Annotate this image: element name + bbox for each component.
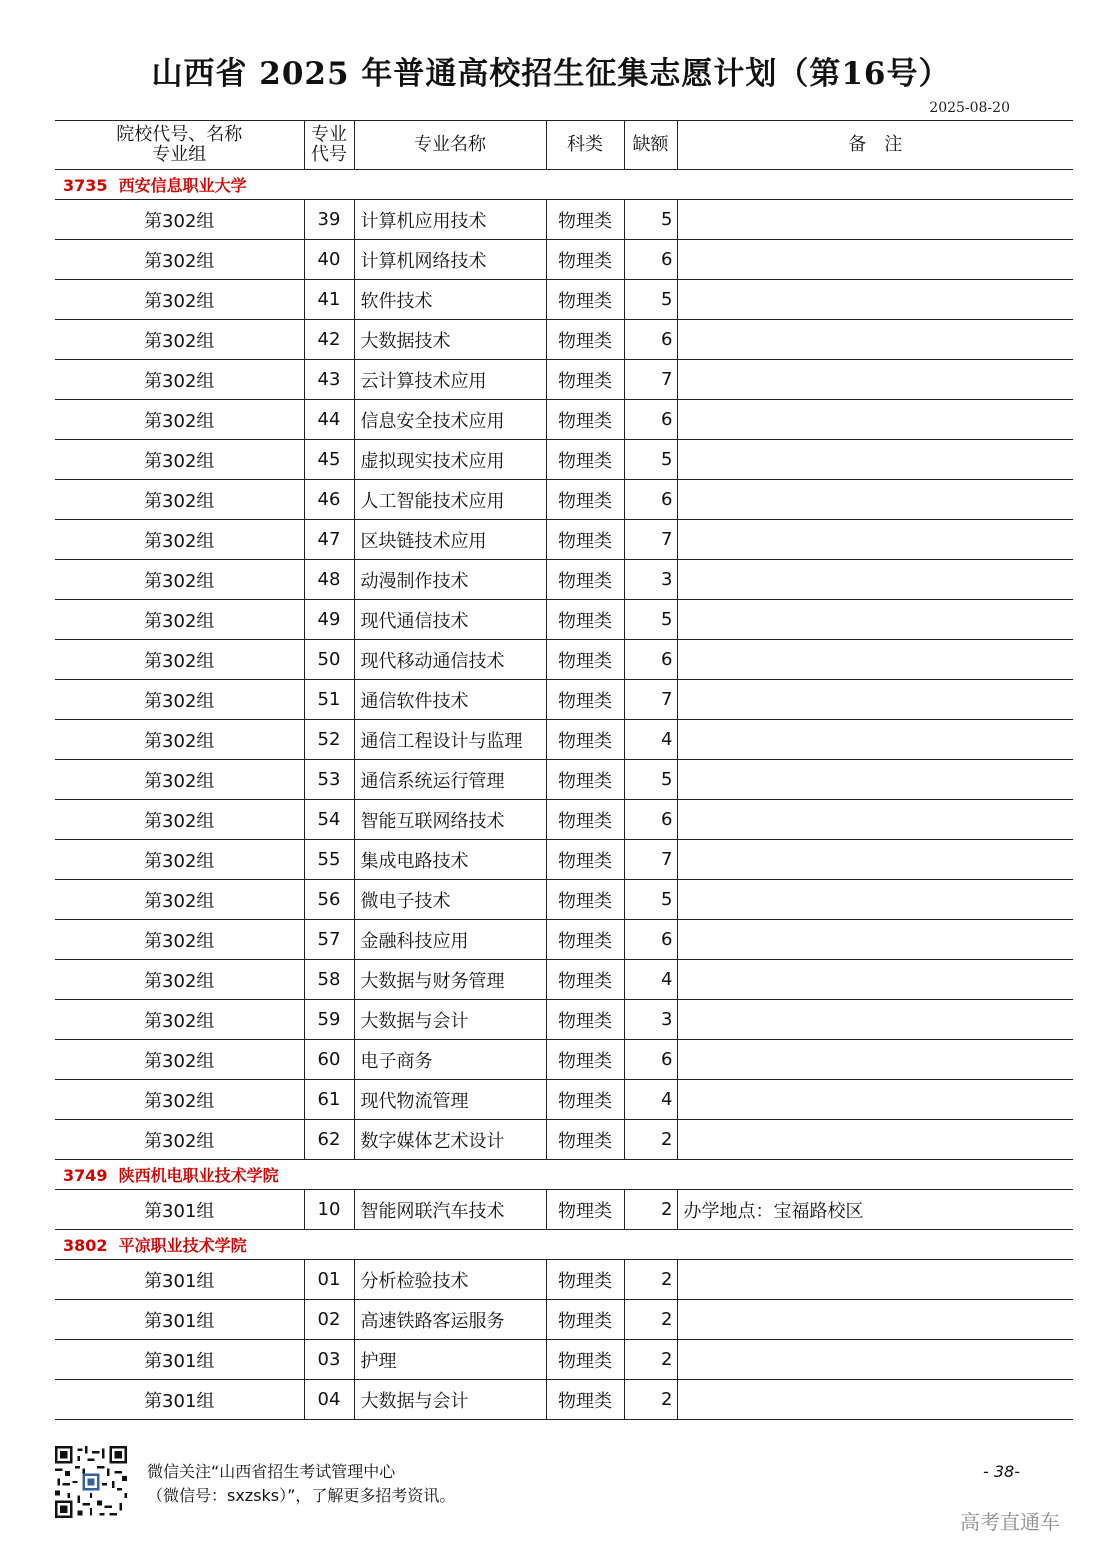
major-name-cell: 智能互联网络技术 bbox=[354, 800, 546, 840]
footer-line-2: （微信号：sxzsks）”，了解更多招考资讯。 bbox=[147, 1486, 456, 1505]
type-cell: 物理类 bbox=[546, 880, 624, 920]
major-name-cell: 动漫制作技术 bbox=[354, 560, 546, 600]
table-row bbox=[55, 640, 1073, 680]
quota-cell: 2 bbox=[624, 1380, 677, 1420]
quota-cell: 3 bbox=[624, 1000, 677, 1040]
major-name-cell: 大数据与会计 bbox=[354, 1380, 546, 1420]
note-cell bbox=[677, 920, 1073, 960]
quota-cell: 3 bbox=[624, 560, 677, 600]
group-cell: 第302组 bbox=[55, 320, 304, 360]
plan-body bbox=[55, 170, 1073, 1420]
major-code-cell: 62 bbox=[304, 1120, 354, 1160]
type-cell: 物理类 bbox=[546, 800, 624, 840]
group-cell: 第302组 bbox=[55, 240, 304, 280]
type-cell: 物理类 bbox=[546, 1340, 624, 1380]
type-cell: 物理类 bbox=[546, 1380, 624, 1420]
plan-table bbox=[55, 120, 1073, 1420]
group-cell: 第302组 bbox=[55, 920, 304, 960]
major-name-cell: 虚拟现实技术应用 bbox=[354, 440, 546, 480]
table-row bbox=[55, 200, 1073, 240]
group-cell: 第302组 bbox=[55, 400, 304, 440]
major-name-cell: 分析检验技术 bbox=[354, 1260, 546, 1300]
group-cell: 第302组 bbox=[55, 440, 304, 480]
major-code-cell: 52 bbox=[304, 720, 354, 760]
quota-cell: 4 bbox=[624, 720, 677, 760]
major-code-cell: 42 bbox=[304, 320, 354, 360]
quota-cell: 7 bbox=[624, 520, 677, 560]
note-cell bbox=[677, 960, 1073, 1000]
note-cell bbox=[677, 1380, 1073, 1420]
table-row bbox=[55, 520, 1073, 560]
header-code-line2: 代号 bbox=[311, 144, 347, 165]
type-cell: 物理类 bbox=[546, 480, 624, 520]
quota-cell: 5 bbox=[624, 200, 677, 240]
note-cell bbox=[677, 200, 1073, 240]
table-row bbox=[55, 480, 1073, 520]
note-cell bbox=[677, 640, 1073, 680]
group-cell: 第302组 bbox=[55, 800, 304, 840]
major-name-cell: 通信系统运行管理 bbox=[354, 760, 546, 800]
table-row bbox=[55, 1260, 1073, 1300]
major-name-cell: 信息安全技术应用 bbox=[354, 400, 546, 440]
group-cell: 第302组 bbox=[55, 680, 304, 720]
major-code-cell: 60 bbox=[304, 1040, 354, 1080]
major-name-cell: 大数据技术 bbox=[354, 320, 546, 360]
type-cell: 物理类 bbox=[546, 680, 624, 720]
table-row bbox=[55, 240, 1073, 280]
quota-cell: 7 bbox=[624, 360, 677, 400]
school-code: 3749 bbox=[63, 1166, 108, 1185]
group-cell: 第302组 bbox=[55, 280, 304, 320]
quota-cell: 5 bbox=[624, 440, 677, 480]
school-code: 3735 bbox=[63, 176, 108, 195]
table-row bbox=[55, 720, 1073, 760]
group-cell: 第301组 bbox=[55, 1340, 304, 1380]
table-row bbox=[55, 800, 1073, 840]
table-row bbox=[55, 760, 1073, 800]
note-cell bbox=[677, 240, 1073, 280]
header-major-code bbox=[304, 121, 354, 170]
table-row bbox=[55, 1300, 1073, 1340]
note-cell: 办学地点：宝福路校区 bbox=[677, 1190, 1073, 1230]
publish-date: 2025-08-20 bbox=[929, 100, 1010, 116]
quota-cell: 5 bbox=[624, 600, 677, 640]
major-code-cell: 01 bbox=[304, 1260, 354, 1300]
school-name: 西安信息职业大学 bbox=[118, 176, 247, 195]
note-cell bbox=[677, 1080, 1073, 1120]
quota-cell: 7 bbox=[624, 680, 677, 720]
major-code-cell: 41 bbox=[304, 280, 354, 320]
quota-cell: 6 bbox=[624, 480, 677, 520]
note-cell bbox=[677, 880, 1073, 920]
school-header bbox=[55, 170, 1073, 200]
major-code-cell: 53 bbox=[304, 760, 354, 800]
type-cell: 物理类 bbox=[546, 760, 624, 800]
type-cell: 物理类 bbox=[546, 720, 624, 760]
type-cell: 物理类 bbox=[546, 440, 624, 480]
major-name-cell: 护理 bbox=[354, 1340, 546, 1380]
qr-code-icon bbox=[55, 1446, 127, 1518]
major-name-cell: 微电子技术 bbox=[354, 880, 546, 920]
page-number: - 38- bbox=[983, 1462, 1020, 1481]
major-code-cell: 46 bbox=[304, 480, 354, 520]
major-code-cell: 48 bbox=[304, 560, 354, 600]
note-cell bbox=[677, 720, 1073, 760]
school-code: 3802 bbox=[63, 1236, 108, 1255]
note-cell bbox=[677, 1000, 1073, 1040]
type-cell: 物理类 bbox=[546, 200, 624, 240]
table-row bbox=[55, 600, 1073, 640]
header-note: 备 注 bbox=[677, 121, 1073, 170]
group-cell: 第302组 bbox=[55, 760, 304, 800]
header-group-label: 专业组 bbox=[152, 144, 207, 165]
quota-cell: 6 bbox=[624, 320, 677, 360]
major-name-cell: 集成电路技术 bbox=[354, 840, 546, 880]
note-cell bbox=[677, 400, 1073, 440]
major-code-cell: 47 bbox=[304, 520, 354, 560]
type-cell: 物理类 bbox=[546, 400, 624, 440]
major-name-cell: 数字媒体艺术设计 bbox=[354, 1120, 546, 1160]
table-row bbox=[55, 1340, 1073, 1380]
type-cell: 物理类 bbox=[546, 1300, 624, 1340]
quota-cell: 2 bbox=[624, 1300, 677, 1340]
table-row bbox=[55, 880, 1073, 920]
type-cell: 物理类 bbox=[546, 960, 624, 1000]
quota-cell: 6 bbox=[624, 800, 677, 840]
group-cell: 第302组 bbox=[55, 840, 304, 880]
major-code-cell: 51 bbox=[304, 680, 354, 720]
quota-cell: 2 bbox=[624, 1120, 677, 1160]
group-cell: 第302组 bbox=[55, 360, 304, 400]
major-name-cell: 金融科技应用 bbox=[354, 920, 546, 960]
group-cell: 第302组 bbox=[55, 480, 304, 520]
type-cell: 物理类 bbox=[546, 1000, 624, 1040]
major-name-cell: 人工智能技术应用 bbox=[354, 480, 546, 520]
quota-cell: 2 bbox=[624, 1190, 677, 1230]
major-code-cell: 10 bbox=[304, 1190, 354, 1230]
quota-cell: 6 bbox=[624, 1040, 677, 1080]
school-name: 平凉职业技术学院 bbox=[118, 1236, 247, 1255]
major-code-cell: 57 bbox=[304, 920, 354, 960]
quota-cell: 2 bbox=[624, 1260, 677, 1300]
group-cell: 第302组 bbox=[55, 1080, 304, 1120]
type-cell: 物理类 bbox=[546, 360, 624, 400]
major-code-cell: 44 bbox=[304, 400, 354, 440]
group-cell: 第301组 bbox=[55, 1260, 304, 1300]
major-code-cell: 40 bbox=[304, 240, 354, 280]
header-school-group bbox=[55, 121, 304, 170]
major-name-cell: 计算机网络技术 bbox=[354, 240, 546, 280]
major-name-cell: 软件技术 bbox=[354, 280, 546, 320]
quota-cell: 5 bbox=[624, 880, 677, 920]
major-code-cell: 54 bbox=[304, 800, 354, 840]
note-cell bbox=[677, 440, 1073, 480]
quota-cell: 5 bbox=[624, 280, 677, 320]
note-cell bbox=[677, 520, 1073, 560]
table-row bbox=[55, 1080, 1073, 1120]
group-cell: 第302组 bbox=[55, 520, 304, 560]
group-cell: 第302组 bbox=[55, 960, 304, 1000]
note-cell bbox=[677, 280, 1073, 320]
table-row bbox=[55, 1000, 1073, 1040]
major-code-cell: 43 bbox=[304, 360, 354, 400]
major-code-cell: 03 bbox=[304, 1340, 354, 1380]
watermark: 高考直通车 bbox=[960, 1510, 1060, 1534]
table-row bbox=[55, 960, 1073, 1000]
note-cell bbox=[677, 760, 1073, 800]
table-row bbox=[55, 440, 1073, 480]
type-cell: 物理类 bbox=[546, 1080, 624, 1120]
note-cell bbox=[677, 840, 1073, 880]
major-code-cell: 56 bbox=[304, 880, 354, 920]
type-cell: 物理类 bbox=[546, 840, 624, 880]
header-quota: 缺额 bbox=[624, 121, 677, 170]
school-header-row bbox=[55, 1230, 1073, 1260]
quota-cell: 6 bbox=[624, 400, 677, 440]
major-code-cell: 59 bbox=[304, 1000, 354, 1040]
header-type: 科类 bbox=[546, 121, 624, 170]
table-row bbox=[55, 280, 1073, 320]
group-cell: 第302组 bbox=[55, 720, 304, 760]
school-header-row bbox=[55, 170, 1073, 200]
major-code-cell: 02 bbox=[304, 1300, 354, 1340]
note-cell bbox=[677, 1040, 1073, 1080]
note-cell bbox=[677, 480, 1073, 520]
school-header bbox=[55, 1230, 1073, 1260]
type-cell: 物理类 bbox=[546, 1040, 624, 1080]
quota-cell: 6 bbox=[624, 640, 677, 680]
group-cell: 第302组 bbox=[55, 600, 304, 640]
group-cell: 第302组 bbox=[55, 1120, 304, 1160]
note-cell bbox=[677, 560, 1073, 600]
note-cell bbox=[677, 1300, 1073, 1340]
school-header bbox=[55, 1160, 1073, 1190]
major-code-cell: 49 bbox=[304, 600, 354, 640]
footer-line-1: 微信关注“山西省招生考试管理中心 bbox=[147, 1462, 396, 1481]
type-cell: 物理类 bbox=[546, 520, 624, 560]
table-row bbox=[55, 1040, 1073, 1080]
table-row bbox=[55, 560, 1073, 600]
type-cell: 物理类 bbox=[546, 1190, 624, 1230]
note-cell bbox=[677, 1260, 1073, 1300]
table-header bbox=[55, 121, 1073, 170]
table-row bbox=[55, 400, 1073, 440]
major-name-cell: 计算机应用技术 bbox=[354, 200, 546, 240]
type-cell: 物理类 bbox=[546, 1120, 624, 1160]
table-row bbox=[55, 1120, 1073, 1160]
group-cell: 第302组 bbox=[55, 560, 304, 600]
table-row bbox=[55, 1190, 1073, 1230]
quota-cell: 6 bbox=[624, 920, 677, 960]
header-school-label: 院校代号、名称 bbox=[116, 124, 243, 145]
quota-cell: 2 bbox=[624, 1340, 677, 1380]
type-cell: 物理类 bbox=[546, 600, 624, 640]
type-cell: 物理类 bbox=[546, 560, 624, 600]
footer-note bbox=[147, 1460, 455, 1508]
group-cell: 第302组 bbox=[55, 640, 304, 680]
major-code-cell: 61 bbox=[304, 1080, 354, 1120]
group-cell: 第302组 bbox=[55, 1040, 304, 1080]
table-row bbox=[55, 360, 1073, 400]
note-cell bbox=[677, 800, 1073, 840]
type-cell: 物理类 bbox=[546, 640, 624, 680]
major-name-cell: 现代移动通信技术 bbox=[354, 640, 546, 680]
group-cell: 第302组 bbox=[55, 880, 304, 920]
type-cell: 物理类 bbox=[546, 1260, 624, 1300]
major-name-cell: 智能网联汽车技术 bbox=[354, 1190, 546, 1230]
table-row bbox=[55, 680, 1073, 720]
major-code-cell: 58 bbox=[304, 960, 354, 1000]
major-name-cell: 区块链技术应用 bbox=[354, 520, 546, 560]
major-name-cell: 电子商务 bbox=[354, 1040, 546, 1080]
school-name: 陕西机电职业技术学院 bbox=[118, 1166, 279, 1185]
type-cell: 物理类 bbox=[546, 240, 624, 280]
major-name-cell: 高速铁路客运服务 bbox=[354, 1300, 546, 1340]
major-name-cell: 大数据与财务管理 bbox=[354, 960, 546, 1000]
table-row bbox=[55, 1380, 1073, 1420]
quota-cell: 4 bbox=[624, 960, 677, 1000]
header-major-name: 专业名称 bbox=[354, 121, 546, 170]
header-code-line1: 专业 bbox=[311, 124, 347, 145]
type-cell: 物理类 bbox=[546, 920, 624, 960]
quota-cell: 6 bbox=[624, 240, 677, 280]
major-code-cell: 45 bbox=[304, 440, 354, 480]
major-code-cell: 50 bbox=[304, 640, 354, 680]
note-cell bbox=[677, 320, 1073, 360]
group-cell: 第301组 bbox=[55, 1380, 304, 1420]
type-cell: 物理类 bbox=[546, 280, 624, 320]
group-cell: 第301组 bbox=[55, 1190, 304, 1230]
group-cell: 第302组 bbox=[55, 200, 304, 240]
table-row bbox=[55, 320, 1073, 360]
note-cell bbox=[677, 1340, 1073, 1380]
group-cell: 第301组 bbox=[55, 1300, 304, 1340]
major-name-cell: 现代物流管理 bbox=[354, 1080, 546, 1120]
table-row bbox=[55, 920, 1073, 960]
major-name-cell: 通信工程设计与监理 bbox=[354, 720, 546, 760]
type-cell: 物理类 bbox=[546, 320, 624, 360]
quota-cell: 7 bbox=[624, 840, 677, 880]
major-name-cell: 通信软件技术 bbox=[354, 680, 546, 720]
group-cell: 第302组 bbox=[55, 1000, 304, 1040]
table-row bbox=[55, 840, 1073, 880]
note-cell bbox=[677, 600, 1073, 640]
page-title: 山西省 2025 年普通高校招生征集志愿计划（第16号） bbox=[151, 56, 951, 92]
school-header-row bbox=[55, 1160, 1073, 1190]
quota-cell: 5 bbox=[624, 760, 677, 800]
major-name-cell: 云计算技术应用 bbox=[354, 360, 546, 400]
major-name-cell: 大数据与会计 bbox=[354, 1000, 546, 1040]
major-code-cell: 39 bbox=[304, 200, 354, 240]
major-name-cell: 现代通信技术 bbox=[354, 600, 546, 640]
note-cell bbox=[677, 360, 1073, 400]
note-cell bbox=[677, 680, 1073, 720]
note-cell bbox=[677, 1120, 1073, 1160]
major-code-cell: 04 bbox=[304, 1380, 354, 1420]
major-code-cell: 55 bbox=[304, 840, 354, 880]
quota-cell: 4 bbox=[624, 1080, 677, 1120]
